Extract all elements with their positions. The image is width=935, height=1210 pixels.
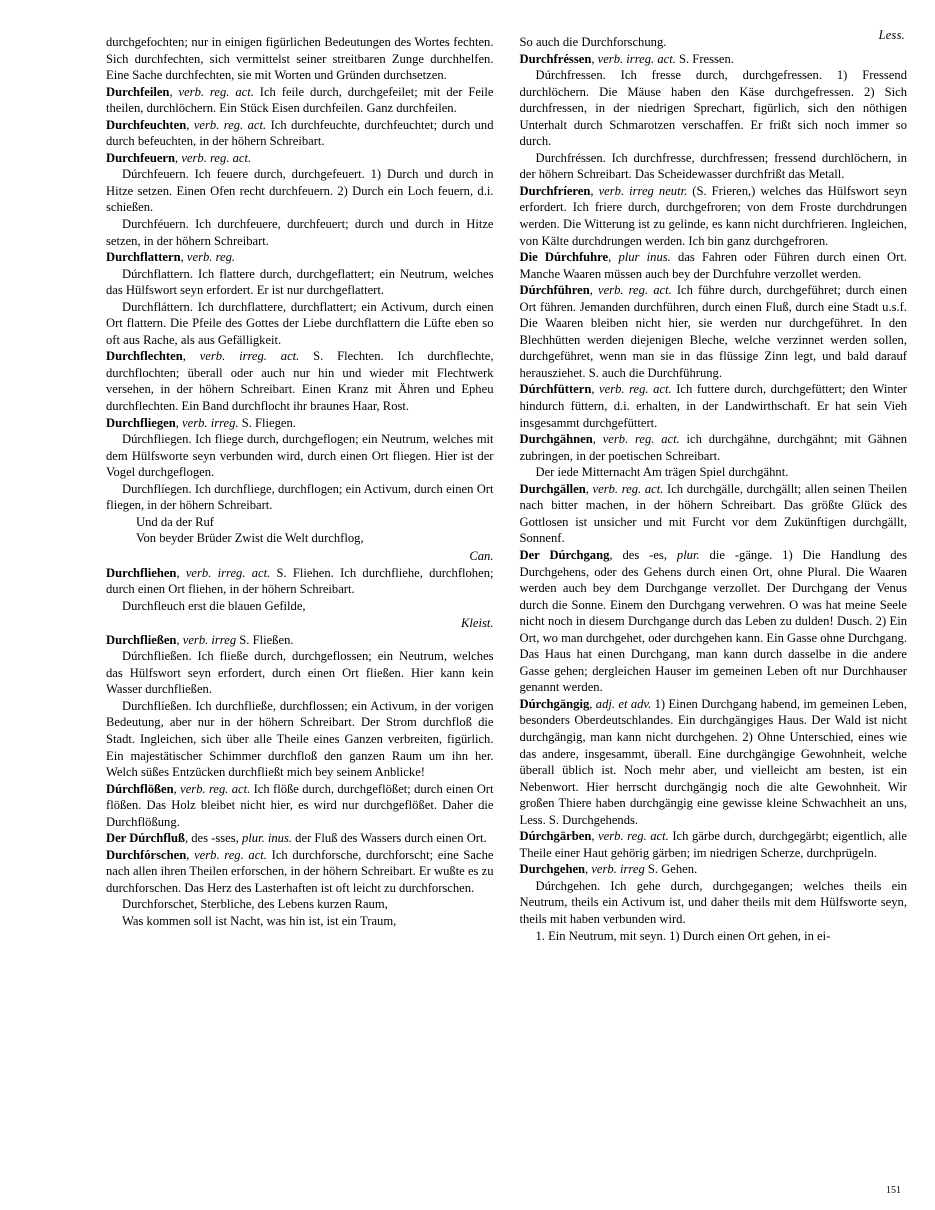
entry-paragraph xyxy=(106,896,494,913)
entry-text: Durchfréssen. Ich durchfresse, durchfressen; fressend durchlöchern, in der höhern Schreibart. Das Scheidewasser durchfrißt das Metall. xyxy=(519,150,907,182)
grammar-label: verb. irreg. act. xyxy=(597,51,676,66)
dictionary-entry xyxy=(520,828,908,861)
dictionary-entry xyxy=(106,781,494,831)
entry-text: , xyxy=(176,632,183,647)
headword: Durchflattern xyxy=(106,250,181,265)
entry-paragraph xyxy=(106,299,494,349)
entry-text: , xyxy=(180,250,187,265)
entry-paragraph xyxy=(106,34,494,84)
grammar-label: verb. reg. act. xyxy=(592,481,664,496)
entry-text: 1) Einen Durchgang habend, im gemeinen Leben, besonders Oberdeutschlandes. Ein durchgängiges Haus. Der Wald ist nicht durchgängig, man kann nicht durchgehen. 2) Ohne Unterschied, eines wie das andere, insgesammt, überall. Eine durchgängige Gewohnheit, welche überall üblich ist. Noch mehr aber, und vielleicht am besten, ist ein Nebenwort. Hier herrscht durchgängig noch die alte Gewohnheit. Wir großen Thiere haben durchgängig eine gewisse kleine Schwachheit an uns, Less. S. Durchgehends. xyxy=(519,696,907,827)
headword: Durchfórschen xyxy=(106,847,187,862)
headword: Durchfréssen xyxy=(519,51,592,66)
entry-text: Dúrchflattern. Ich flattere durch, durchgeflattert; ein Neutrum, welches das Hülfswort seyn erfordert. Er ist nur durchgeflattert. xyxy=(106,266,494,298)
dictionary-entry xyxy=(520,431,908,464)
grammar-label: verb. reg. act. xyxy=(178,84,254,99)
entry-text: , xyxy=(592,432,603,447)
headword: Dúrchfüttern xyxy=(519,382,592,397)
dictionary-entry xyxy=(520,51,908,68)
verse-line xyxy=(106,530,494,547)
entry-text: , des -es, xyxy=(609,547,677,562)
headword: Durchgähnen xyxy=(519,432,593,447)
entry-text: , xyxy=(186,847,195,862)
entry-text: , xyxy=(176,565,186,580)
grammar-label: verb. reg. xyxy=(186,250,236,265)
entry-text: , xyxy=(186,117,194,132)
grammar-label: verb. irreg. act. xyxy=(185,565,271,580)
dictionary-entry xyxy=(106,632,494,649)
entry-text: Der iede Mitternacht Am trägen Spiel durchgähnt. xyxy=(535,465,789,480)
entry-text: Dúrchgehen. Ich gehe durch, durchgegangen; welches theils ein Neutrum, theils ein Activum ist, und daher theils mit dem Hülfsworte seyn, theils mit haben verbunden wird. xyxy=(519,878,907,926)
headword: Dúrchführen xyxy=(519,283,590,298)
dictionary-entry xyxy=(520,696,908,828)
headword: Durchfliehen xyxy=(106,565,177,580)
entry-text: Durchforschet, Sterbliche, des Lebens kurzen Raum, xyxy=(122,897,388,912)
dictionary-entry xyxy=(520,183,908,249)
dictionary-entry xyxy=(106,117,494,150)
headword: Durchfliegen xyxy=(106,415,176,430)
entry-paragraph xyxy=(520,928,908,945)
headword: Durchgehen xyxy=(519,862,586,877)
grammar-label: verb. reg. act. xyxy=(181,150,252,165)
grammar-label: Can. xyxy=(469,548,494,563)
grammar-label: verb. irreg neutr. xyxy=(598,183,688,198)
entry-text: Ich feile durch, durchgefeilet; mit der Feile theilen, durchlöchern. Ein Stück Eisen durchfeilen. Ganz durchfeilen. xyxy=(106,84,494,116)
entry-text: , xyxy=(590,183,599,198)
entry-text: S. Fressen. xyxy=(675,51,734,66)
grammar-label: verb. reg. act. xyxy=(597,283,672,298)
entry-text: durchgefochten; nur in einigen figürlichen Bedeutungen des Wortes fechten. Sich durchfechten, sich vermittelst seiner streitbaren Zunge durchhelfen. Eine Sache durchfechten, sie mit Worten und Gründen durchsetzen. xyxy=(106,35,494,83)
grammar-label: verb. reg. act. xyxy=(194,847,267,862)
entry-text: Ich führe durch, durchgeführet; durch einen Ort führen. Jemanden durchführen, durch einen Fluß, durch eine Stadt u.s.f. Die Waaren bleiben nicht hier, sie werden nur durchgeführet. In den Blechhütten werden diejenigen Bleche, welche verzinnet werden sollen, durchgeführet, wenn man sie in das flüssige Zinn legt, und bald darauf herausziehet. S. auch die Durchführung. xyxy=(519,283,907,380)
entry-text: S. Fliegen. xyxy=(238,415,296,430)
headword: Der Dúrchfluß xyxy=(106,831,185,846)
grammar-label: verb. reg. act. xyxy=(598,829,669,844)
dictionary-entry xyxy=(106,249,494,266)
dictionary-entry xyxy=(520,481,908,547)
entry-paragraph xyxy=(106,481,494,514)
dictionary-entry xyxy=(106,348,494,414)
entry-text: Was kommen soll ist Nacht, was hin ist, ist ein Traum, xyxy=(122,913,397,928)
two-column-body xyxy=(28,34,907,944)
entry-text: 1. Ein Neutrum, mit seyn. 1) Durch einen Ort gehen, in ei- xyxy=(535,928,831,943)
headword: Durchfríeren xyxy=(519,183,591,198)
entry-text: Dúrchfeuern. Ich feuere durch, durchgefeuert. 1) Durch und durch in Hitze setzen. Einen Ofen recht durchfeuern. 2) Durch ein Loch feuern, d.i. schießen. xyxy=(106,167,494,215)
dictionary-entry xyxy=(106,150,494,167)
entry-text: S. Fliehen. Ich durchfliehe, durchflohen; durch einen Ort fliehen, in der höhern Schreibart. xyxy=(106,565,494,597)
entry-text: Dúrchfließen. Ich fließe durch, durchgeflossen; ein Neutrum, welches das Hülfswort seyn erfordert, durch einen Ort fließen. Hier kann kein Wasser durchfließen. xyxy=(106,649,494,697)
entry-text: , xyxy=(591,382,600,397)
grammar-label: plur inus. xyxy=(618,250,671,265)
entry-text: Dúrchfressen. Ich fresse durch, durchgefressen. 1) Fressend durchlöchern. Die Mäuse haben den Käse durchgefressen. 2) Sich durchfressen, in der niedrigen Sprechart, figürlich, sich den nöthigen Unterhalt durch Schmarotzen verschaffen. Er frißt sich noch immer so durch. xyxy=(519,68,907,149)
entry-text: S. Fließen. xyxy=(236,632,294,647)
entry-text: , xyxy=(589,283,598,298)
headword: Die Dúrchfuhre xyxy=(519,250,609,265)
entry-text: Ich gärbe durch, durchgegärbt; eigentlich, alle Theile einer Haut gehörig gärben; im niedrigen Scherze, durchprügeln. xyxy=(519,829,908,860)
entry-text: So auch die Durchforschung. xyxy=(519,35,667,49)
headword: Der Dúrchgang xyxy=(519,547,610,562)
headword: Durchfeuchten xyxy=(106,117,187,132)
headword: Dúrchflößen xyxy=(106,781,174,796)
grammar-label: verb. reg. act. xyxy=(193,117,267,132)
dictionary-entry xyxy=(106,847,494,897)
entry-paragraph xyxy=(106,648,494,698)
dictionary-entry xyxy=(106,84,494,117)
headword: Durchflechten xyxy=(106,349,183,364)
entry-paragraph xyxy=(520,34,908,51)
dictionary-entry xyxy=(106,830,494,847)
grammar-label: Kleist. xyxy=(460,616,494,631)
running-head: Less. xyxy=(878,28,905,42)
entry-text: , xyxy=(175,150,182,165)
entry-text: Durchflíeßen. Ich durchfließe, durchflossen; ein Activum, in der vorigen Bedeutung, aber nur in der höhern Schreibart. Der Strom durchfloß die Stadt. Ingleichen, sich über alle Theile eines Ganzen verbreiten, figürlich. Ein majestätischer Schimmer durchfloß den ganzen Raum um ihn her. Welch süßes Entzücken durchfließt mich bey seinem Anblicke! xyxy=(106,698,494,780)
headword: Durchfeilen xyxy=(106,84,170,99)
entry-text: , xyxy=(182,349,200,364)
entry-text: (S. Frieren,) welches das Hülfswort seyn erfordert. Ich friere durch, durchgefroren; von dem Froste durchdrungen werden. Die Witterung ist zu gelinde, es kann nicht durchfrieren. Ingleichen, von Kälte durchdrungen werden. Ich bin ganz durchgefroren. xyxy=(519,183,907,248)
entry-paragraph xyxy=(520,150,908,183)
citation-attribution xyxy=(106,548,494,565)
entry-paragraph xyxy=(106,266,494,299)
grammar-label: verb. irreg xyxy=(591,862,645,877)
left-column xyxy=(106,34,494,944)
citation-attribution xyxy=(106,615,494,632)
dictionary-entry xyxy=(520,547,908,696)
entry-text: ich durchgähne, durchgähnt; mit Gähnen zubringen, in der poetischen Schreibart. xyxy=(519,432,908,463)
entry-paragraph xyxy=(106,598,494,615)
entry-paragraph xyxy=(106,698,494,781)
entry-text: , xyxy=(173,781,181,796)
entry-text: Und da der Ruf xyxy=(136,514,214,529)
entry-text: Dúrchfliegen. Ich fliege durch, durchgeflogen; ein Neutrum, welches mit dem Hülfsworte seyn verbunden wird, durch einen Ort fliegen. Hier ist der Vogel durchgeflogen. xyxy=(106,432,494,480)
headword: Durchfließen xyxy=(106,632,177,647)
entry-text: , xyxy=(169,84,179,99)
dictionary-entry xyxy=(106,565,494,598)
dictionary-entry xyxy=(106,415,494,432)
entry-text: Durchfláttern. Ich durchflattere, durchflattert; ein Activum, durch einen Ort flattern. Die Pfeile des Gottes der Liebe durchflattern die Lüfte eben so oft aus Rache, als aus Gefälligkeit. xyxy=(106,299,494,347)
entry-paragraph xyxy=(106,431,494,481)
entry-text: Von beyder Brüder Zwist die Welt durchflog, xyxy=(136,531,364,546)
entry-text: Ich futtere durch, durchgefüttert; den Winter hindurch füttern, d.i. erhalten, in der Landwirthschaft. Er hat sein Vieh insgesammt durchgefüttert. xyxy=(519,382,908,430)
page-number: 151 xyxy=(886,1185,901,1196)
entry-text: S. Flechten. Ich durchflechte, durchflochten; überall oder auch nur hin und wieder mit Flechtwerk versehen, in der höhern Schreibart. Einen Kranz mit Ähren und Epheu durchflechten. Ein Band durchflocht ihr braunes Haar, Rost. xyxy=(106,349,494,414)
entry-text: die -gänge. 1) Die Handlung des Durchgehens, oder des Gehens durch einen Ort, ohne Plural. Die Waaren werden auch bey dem Durchgange verzollet. Der Durchgang der Venus durch die Sonne. Einem den Durchgang verwehren. O was hat meine Seele nicht noch in diesem Durchgange durch das Leben zu dulden! Dusch. 2) Ein Ort, wo man durchgehet, oder durchgehen kann. Ein Gasse ohne Durchgang. Das Haus hat einen Durchgang, man kann durch dasselbe in die andere Gasse gehen; dergleichen Hauser im gemeinen Leben oft nur Durchhauser genannt werden. xyxy=(519,547,907,695)
entry-paragraph xyxy=(106,913,494,930)
headword: Dúrchgärben xyxy=(519,829,592,844)
entry-text: , xyxy=(175,415,183,430)
entry-text: , xyxy=(591,829,599,844)
right-column xyxy=(520,34,908,944)
entry-paragraph xyxy=(106,166,494,216)
grammar-label: verb. irreg. act. xyxy=(199,349,300,364)
grammar-label: plur. xyxy=(676,547,700,562)
entry-text: , xyxy=(585,481,593,496)
entry-text: Ich flöße durch, durchgeflößet; durch einen Ort flößen. Das Holz bleibet nicht hier, es wird nur durchgeflößet. Daher die Durchflößung. xyxy=(106,781,494,829)
headword: Dúrchgängig xyxy=(519,696,590,711)
entry-text: Durchféuern. Ich durchfeuere, durchfeuert; durch und durch in Hitze setzen, in der höhern Schreibart. xyxy=(106,217,494,248)
dictionary-entry xyxy=(520,861,908,878)
grammar-label: adj. et adv. xyxy=(595,696,652,711)
entry-text: der Fluß des Wassers durch einen Ort. xyxy=(292,831,487,846)
entry-text: , xyxy=(608,250,619,265)
entry-text: Durchflíegen. Ich durchfliege, durchflogen; ein Activum, durch einen Ort fliegen, in der höhern Schreibart. xyxy=(106,481,494,513)
dictionary-entry xyxy=(520,249,908,282)
entry-paragraph xyxy=(106,216,494,249)
grammar-label: verb. reg. act. xyxy=(599,382,672,397)
entry-text: , xyxy=(585,862,592,877)
entry-paragraph xyxy=(520,67,908,150)
grammar-label: verb. reg. act. xyxy=(180,781,251,796)
verse-line xyxy=(106,514,494,531)
entry-text: Durchfleuch erst die blauen Gefilde, xyxy=(122,598,306,613)
grammar-label: verb. irreg xyxy=(182,632,237,647)
entry-text: Ich durchfeuchte, durchfeuchtet; durch und durch befeuchten, in der höhern Schreibart. xyxy=(106,117,494,149)
dictionary-entry xyxy=(520,282,908,381)
headword: Durchfeuern xyxy=(106,150,176,165)
entry-text: Ich durchgälle, durchgällt; allen seinen Theilen nach bitter machen, in der höhern Schreibart. Das größte Glück des Gottlosen ist unsicher und mit Furcht vor dem Zukünftigen durchgällt, Sonnenf. xyxy=(519,481,908,546)
grammar-label: plur. inus. xyxy=(241,831,293,846)
grammar-label: verb. irreg. xyxy=(182,415,239,430)
entry-text: , xyxy=(589,696,596,711)
entry-text: Ich durchforsche, durchforscht; eine Sache nach allen ihren Theilen erforschen, in der höhern Schreibart. Er wußte es zu durchforschen. Das Herz des Lasterhaften ist oft leicht zu durchforschen. xyxy=(106,847,494,895)
entry-paragraph xyxy=(520,464,908,481)
entry-text: das Fahren oder Führen durch einen Ort. Manche Waaren müssen auch bey der Durchfuhre verzollet werden. xyxy=(519,250,907,281)
grammar-label: verb. reg. act. xyxy=(602,432,680,447)
entry-text: , xyxy=(591,51,598,66)
headword: Durchgällen xyxy=(519,481,586,496)
dictionary-entry xyxy=(520,381,908,431)
entry-paragraph xyxy=(520,878,908,928)
entry-text: S. Gehen. xyxy=(644,862,698,877)
entry-text: , des -sses, xyxy=(184,831,242,846)
